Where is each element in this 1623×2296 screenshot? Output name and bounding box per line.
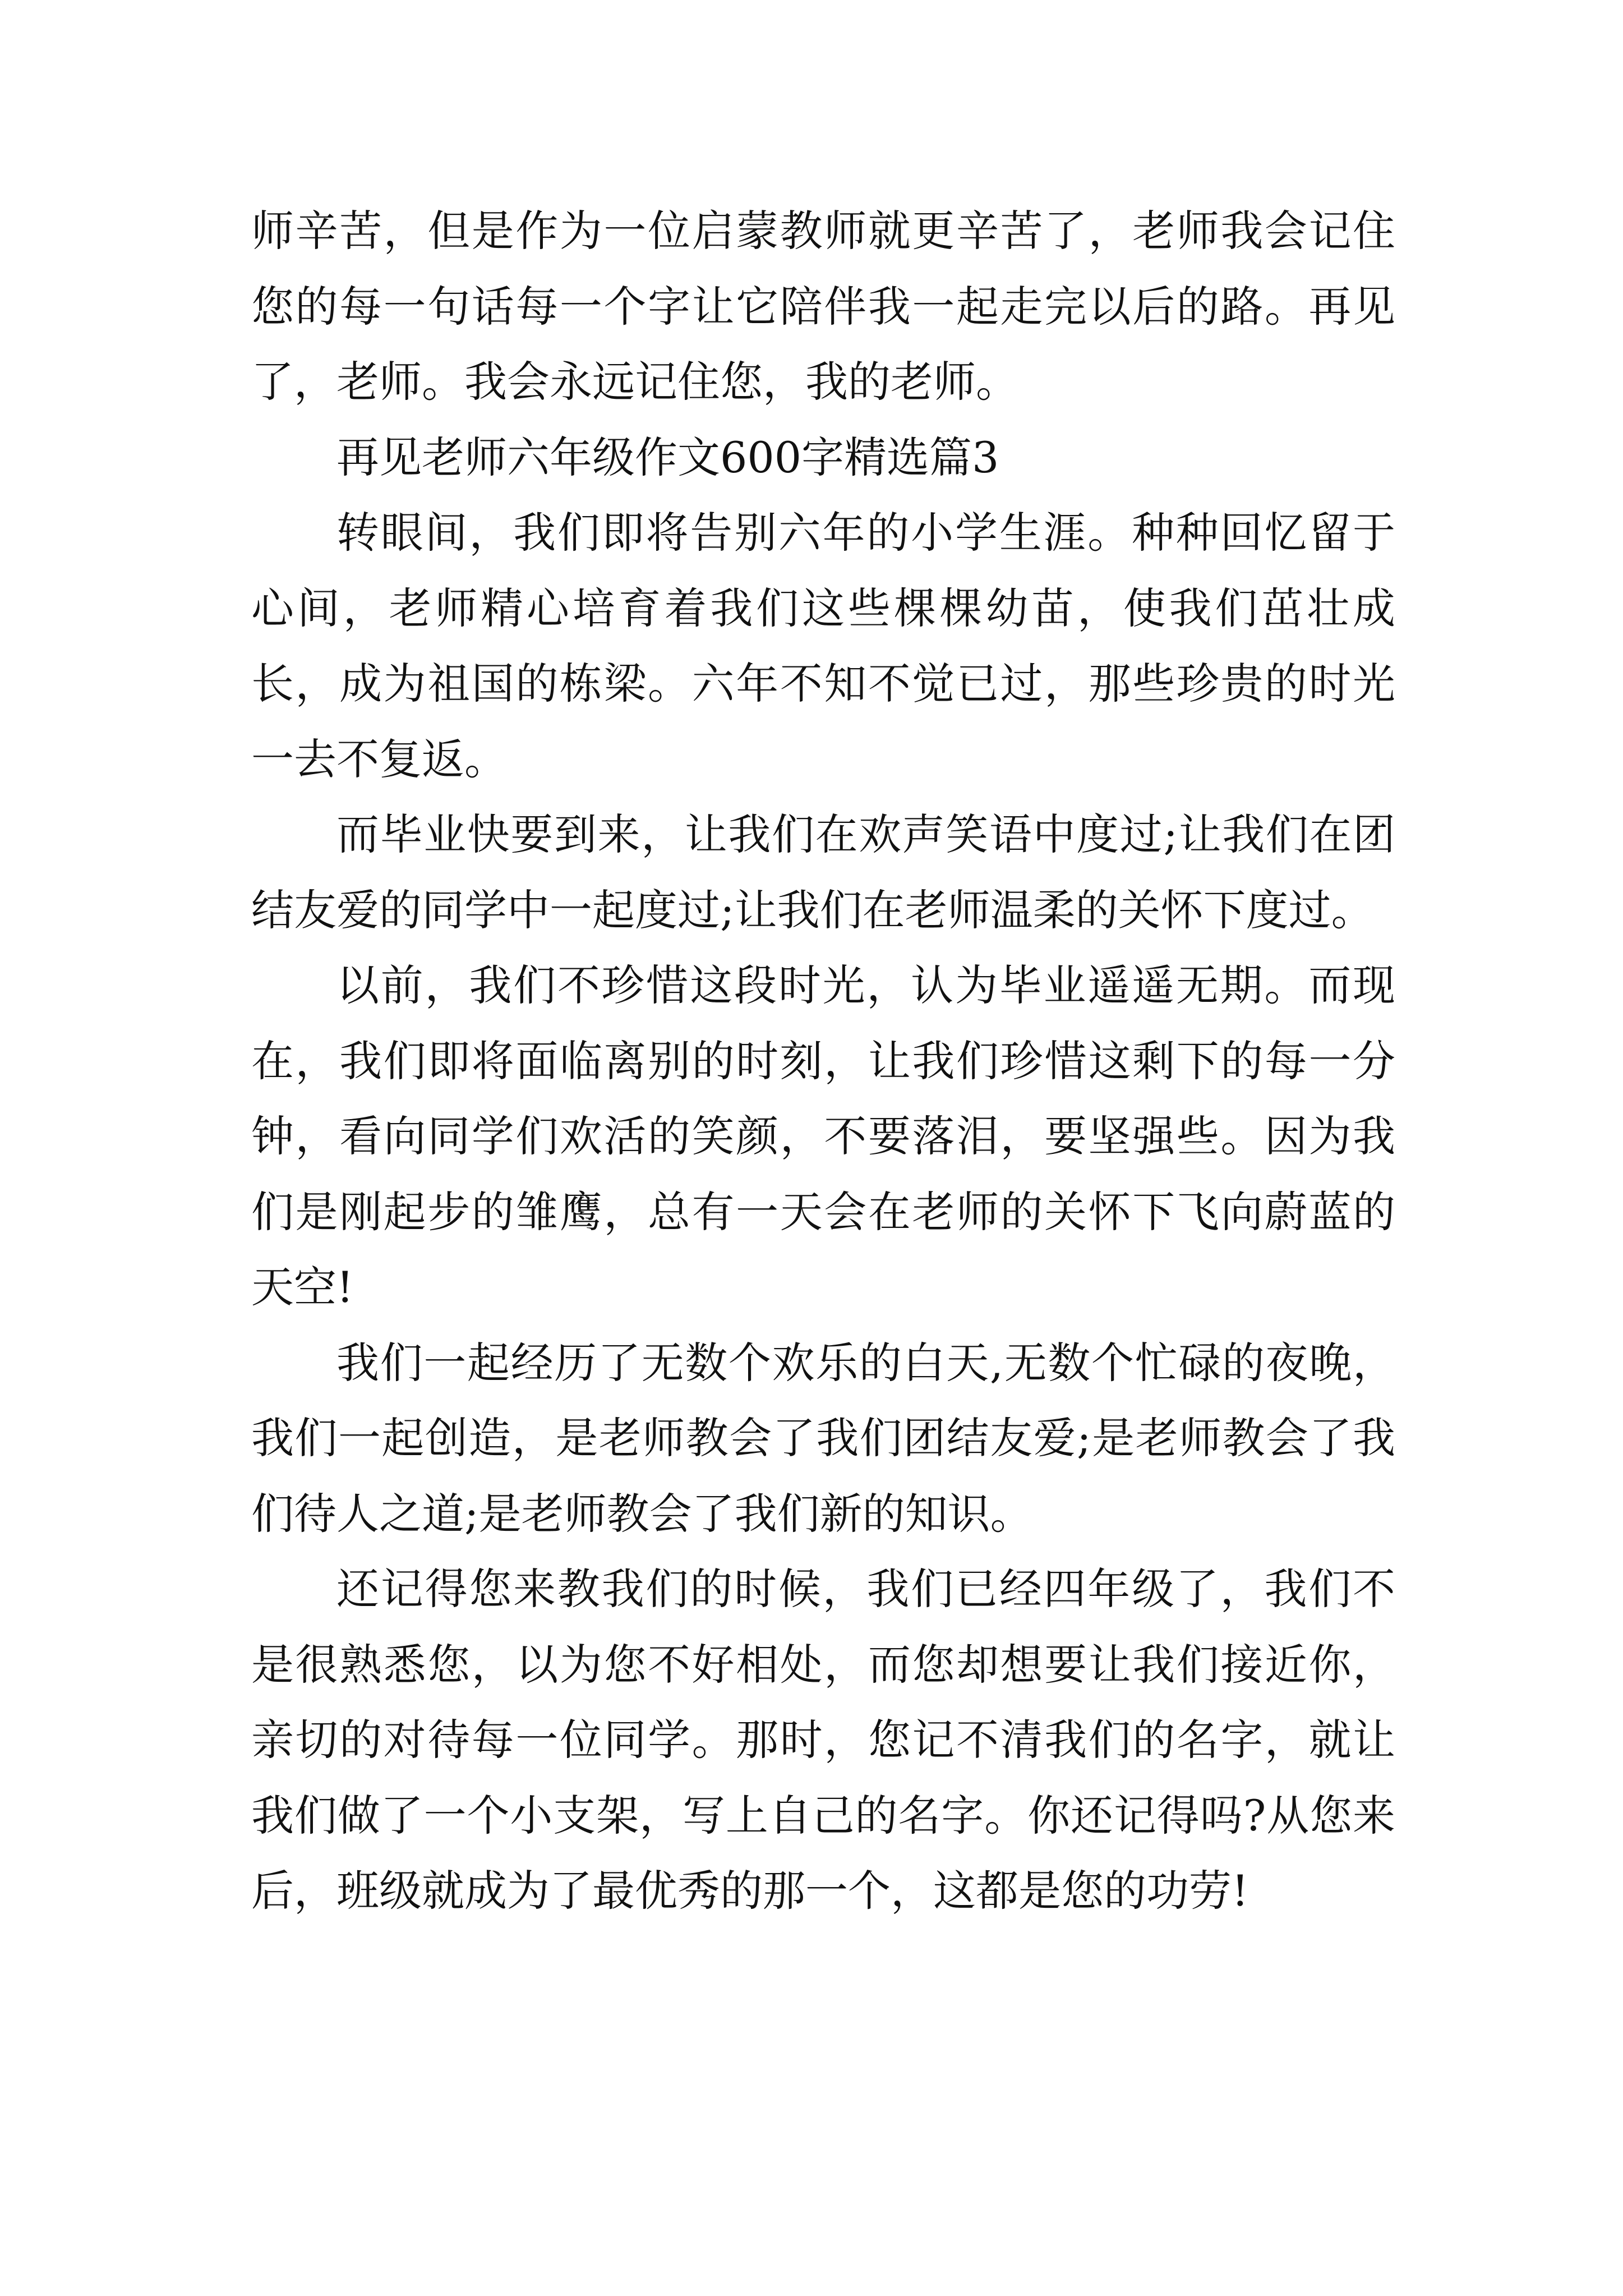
paragraph: 还记得您来教我们的时候，我们已经四年级了，我们不是很熟悉您，以为您不好相处，而您却想要让我们接近你，亲切的对待每一位同学。那时，您记不清我们的名字，就让我们做了一个小支架，写上自己的名字。你还记得吗?从您来后，班级就成为了最优秀的那一个，这都是您的功劳! — [251, 1564, 1395, 1916]
section-heading: 再见老师六年级作文600字精选篇3 — [336, 432, 999, 482]
paragraph: 以前，我们不珍惜这段时光，认为毕业遥遥无期。而现在，我们即将面临离别的时刻，让我们珍惜这剩下的每一分钟，看向同学们欢活的笑颜，不要落泪，要坚强些。因为我们是刚起步的雏鹰，总有一天会在老师的关怀下飞向蔚蓝的天空! — [251, 960, 1395, 1312]
paragraph: 而毕业快要到来，让我们在欢声笑语中度过;让我们在团结友爱的同学中一起度过;让我们在老师温柔的关怀下度过。 — [251, 809, 1395, 935]
paragraph: 转眼间，我们即将告别六年的小学生涯。种种回忆留于心间，老师精心培育着我们这些棵棵幼苗，使我们茁壮成长，成为祖国的栋梁。六年不知不觉已过，那些珍贵的时光一去不复返。 — [251, 508, 1395, 784]
document-body — [251, 194, 1395, 1929]
paragraph: 我们一起经历了无数个欢乐的白天,无数个忙碌的夜晚，我们一起创造，是老师教会了我们团结友爱;是老师教会了我们待人之道;是老师教会了我们新的知识。 — [251, 1337, 1395, 1539]
paragraph-continuation: 师辛苦，但是作为一位启蒙教师就更辛苦了，老师我会记住您的每一句话每一个字让它陪伴我一起走完以后的路。再见了，老师。我会永远记住您，我的老师。 — [251, 206, 1395, 407]
